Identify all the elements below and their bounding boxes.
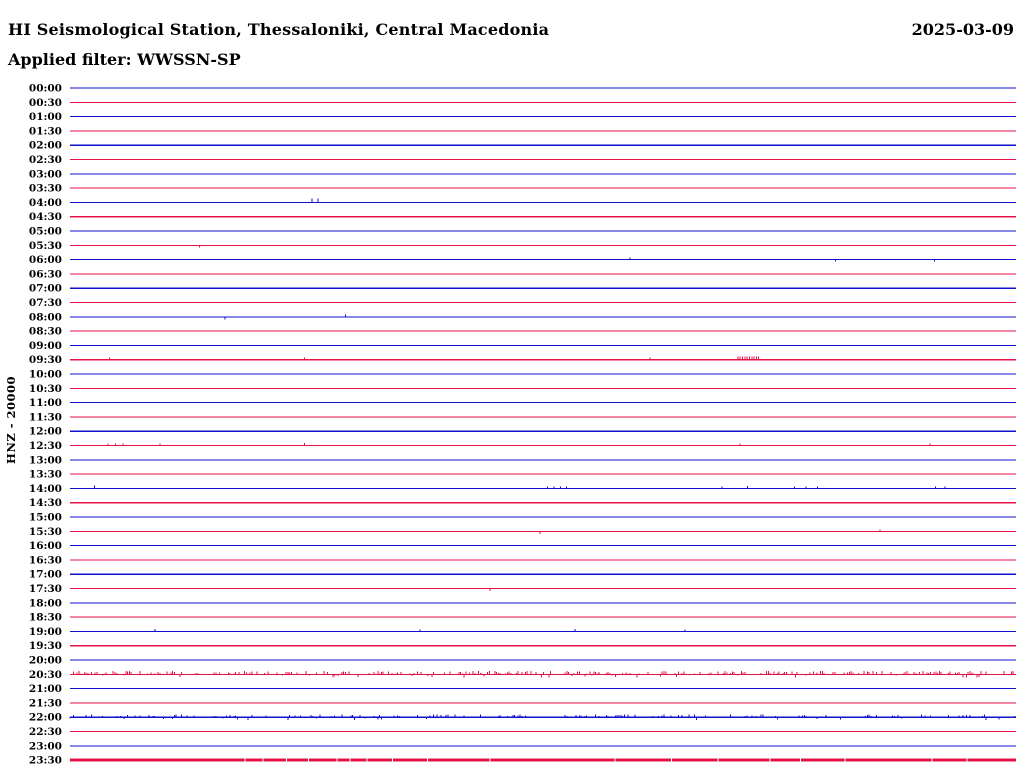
row-time-label: 16:00 xyxy=(28,540,62,553)
row-time-label: 07:30 xyxy=(28,297,62,309)
row-time-label: 03:00 xyxy=(28,168,62,181)
trace-row xyxy=(29,411,1016,423)
trace-row xyxy=(29,512,1016,524)
row-time-label: 05:00 xyxy=(28,225,62,238)
row-time-label: 18:00 xyxy=(28,597,62,610)
row-time-label: 12:00 xyxy=(28,425,62,438)
row-time-label: 09:00 xyxy=(28,339,62,352)
row-time-label: 01:00 xyxy=(28,111,62,124)
row-time-label: 15:30 xyxy=(28,525,62,538)
row-time-label: 11:00 xyxy=(28,397,62,410)
trace-row xyxy=(29,483,1016,495)
trace-row xyxy=(29,697,1016,709)
row-time-label: 17:00 xyxy=(28,568,62,581)
trace-row xyxy=(29,469,1016,481)
trace-row xyxy=(29,311,1016,323)
row-time-label: 22:00 xyxy=(28,711,62,724)
trace-row xyxy=(29,326,1016,338)
trace-row xyxy=(29,397,1016,409)
row-time-label: 10:30 xyxy=(28,382,62,395)
trace-row xyxy=(29,340,1016,352)
trace-row xyxy=(29,712,1016,724)
trace-row xyxy=(29,111,1016,123)
row-time-label: 03:30 xyxy=(28,182,62,195)
trace-row xyxy=(29,683,1016,695)
row-time-label: 00:00 xyxy=(28,82,62,95)
trace-row xyxy=(29,240,1016,252)
trace-row xyxy=(29,197,1016,209)
trace-row xyxy=(29,383,1016,395)
row-time-label: 13:30 xyxy=(28,468,62,481)
row-time-label: 19:30 xyxy=(28,640,62,653)
row-time-label: 21:00 xyxy=(28,683,62,696)
trace-row xyxy=(29,669,1016,681)
trace-row xyxy=(29,283,1016,295)
applied-filter-label: Applied filter: WWSSN-SP xyxy=(8,50,241,69)
row-time-label: 10:00 xyxy=(28,368,62,381)
trace-row xyxy=(29,726,1016,738)
channel-scale-label: HNZ - 20000 xyxy=(4,375,18,465)
trace-row xyxy=(29,426,1016,438)
row-time-label: 06:00 xyxy=(28,254,62,267)
row-time-label: 08:00 xyxy=(28,311,62,324)
trace-row xyxy=(29,369,1016,381)
trace-row xyxy=(29,640,1016,652)
trace-row xyxy=(29,354,1016,366)
row-time-label: 16:30 xyxy=(28,554,62,567)
trace-row xyxy=(29,268,1016,280)
trace-row xyxy=(29,583,1016,595)
row-time-label: 09:30 xyxy=(28,354,62,367)
trace-row xyxy=(29,612,1016,624)
row-time-label: 17:30 xyxy=(28,583,62,595)
trace-row xyxy=(29,554,1016,566)
row-time-label: 23:00 xyxy=(28,740,62,753)
trace-row xyxy=(29,597,1016,609)
trace-row xyxy=(29,626,1016,638)
row-time-label: 19:00 xyxy=(28,625,62,638)
row-time-label: 02:30 xyxy=(28,154,62,166)
row-time-label: 12:30 xyxy=(28,440,62,452)
trace-row xyxy=(29,526,1016,538)
trace-row xyxy=(29,755,1016,767)
row-time-label: 07:00 xyxy=(28,282,62,295)
trace-row xyxy=(29,125,1016,137)
row-time-label: 01:30 xyxy=(28,125,62,138)
trace-row xyxy=(29,655,1016,667)
row-time-label: 18:30 xyxy=(28,611,62,624)
trace-row xyxy=(29,140,1016,152)
row-time-label: 21:30 xyxy=(28,697,62,710)
station-title: HI Seismological Station, Thessaloniki, Central Macedonia xyxy=(8,20,550,39)
row-time-label: 04:00 xyxy=(28,196,62,209)
trace-row xyxy=(29,254,1016,266)
trace-row xyxy=(29,83,1016,95)
trace-row xyxy=(29,569,1016,581)
row-time-label: 14:30 xyxy=(28,497,62,510)
trace-row xyxy=(29,211,1016,223)
trace-row xyxy=(29,226,1016,238)
trace-row xyxy=(29,168,1016,180)
row-time-label: 14:00 xyxy=(28,482,62,495)
row-time-label: 13:00 xyxy=(28,454,62,467)
row-time-label: 20:30 xyxy=(28,668,62,681)
row-time-label: 15:00 xyxy=(28,511,62,524)
trace-row xyxy=(29,440,1016,452)
row-time-label: 02:00 xyxy=(28,139,62,152)
trace-row xyxy=(29,183,1016,195)
trace-row xyxy=(29,154,1016,166)
row-time-label: 04:30 xyxy=(28,211,62,224)
row-time-label: 06:30 xyxy=(28,268,62,281)
row-time-label: 22:30 xyxy=(28,726,62,738)
trace-row xyxy=(29,297,1016,309)
trace-row xyxy=(29,740,1016,752)
trace-row xyxy=(29,540,1016,552)
row-time-label: 00:30 xyxy=(28,96,62,109)
trace-row xyxy=(29,454,1016,466)
trace-row xyxy=(29,497,1016,509)
trace-row xyxy=(29,97,1016,109)
row-time-label: 23:30 xyxy=(28,754,62,767)
plot-date: 2025-03-09 xyxy=(911,20,1014,39)
row-time-label: 11:30 xyxy=(28,411,62,424)
row-time-label: 05:30 xyxy=(28,239,62,252)
row-time-label: 08:30 xyxy=(28,325,62,338)
row-time-label: 20:00 xyxy=(28,654,62,667)
